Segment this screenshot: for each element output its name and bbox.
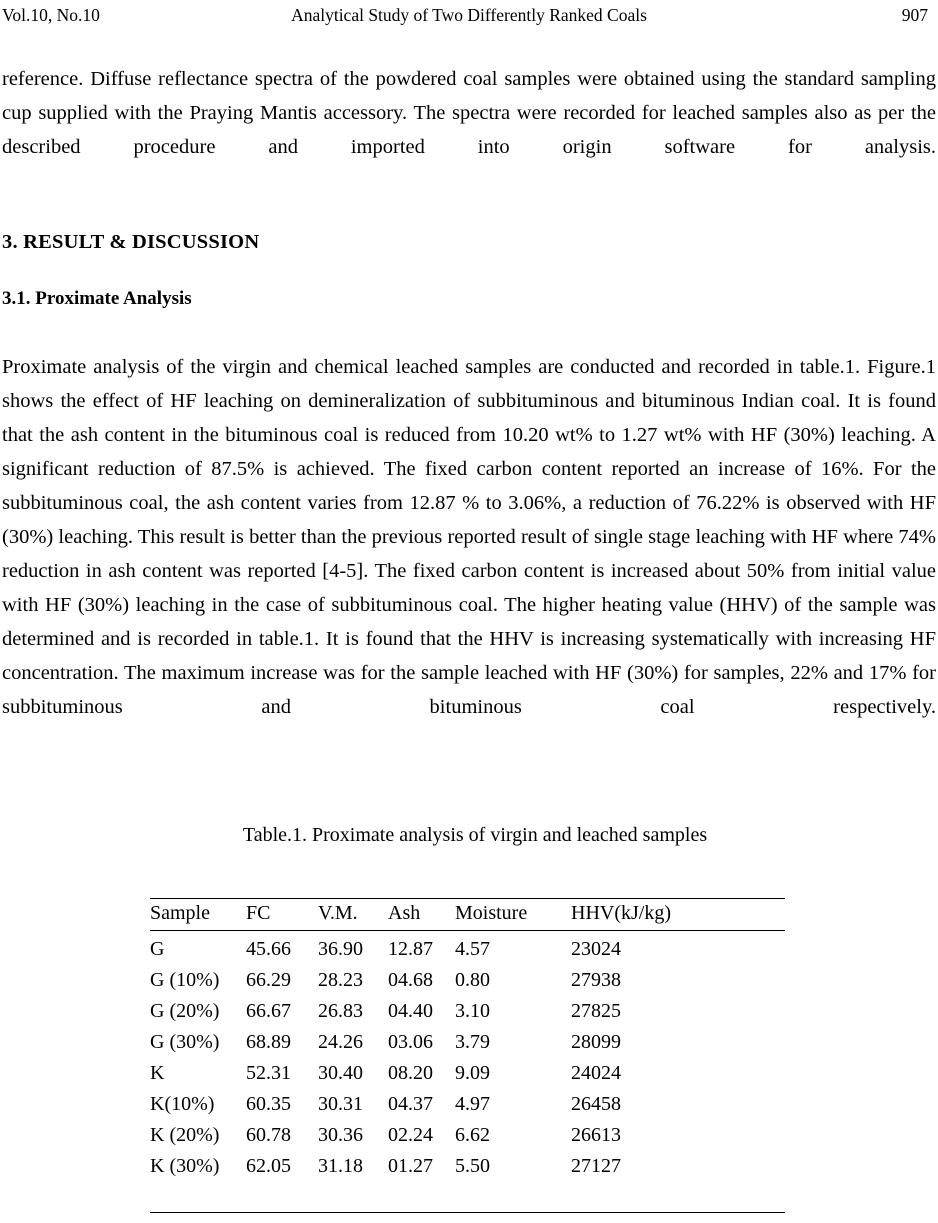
cell-vm: 30.31 [318,1093,363,1115]
cell-ash: 03.06 [388,1031,433,1053]
cell-sample: G (30%) [150,1031,220,1053]
cell-hhv: 26458 [571,1093,621,1115]
cell-vm: 26.83 [318,1000,363,1022]
table-header-row [150,899,785,931]
cell-fc: 52.31 [246,1062,291,1084]
cell-hhv: 27825 [571,1000,621,1022]
body-column [2,62,936,758]
table-header [150,899,785,931]
column-header-ash: Ash [388,899,455,931]
cell-sample: G [150,938,165,960]
cell-moisture: 0.80 [455,969,490,991]
cell-moisture: 9.09 [455,1062,490,1084]
cell-vm: 30.36 [318,1124,363,1146]
cell-fc: 45.66 [246,938,291,960]
subsection-heading-proximate-analysis: 3.1. Proximate Analysis [2,288,192,309]
table-row [150,1089,785,1120]
table-bottom-rule [150,1212,785,1213]
cell-ash: 08.20 [388,1062,433,1084]
running-head-title: Analytical Study of Two Differently Ranked Coals [291,5,647,25]
cell-hhv: 23024 [571,938,621,960]
paragraph-intro: reference. Diffuse reflectance spectra of the powdered coal samples were obtained using the standard sampling cup supplied with the Praying Mantis accessory. The spectra were recorded for leached samples also as per the described procedure and imported into origin software for analysis. [2,68,936,158]
cell-fc: 62.05 [246,1155,291,1177]
cell-moisture: 6.62 [455,1124,490,1146]
cell-moisture: 3.79 [455,1031,490,1053]
cell-ash: 04.68 [388,969,433,991]
cell-ash: 01.27 [388,1155,433,1177]
cell-sample: K [150,1062,165,1084]
cell-vm: 30.40 [318,1062,363,1084]
cell-vm: 31.18 [318,1155,363,1177]
cell-moisture: 4.97 [455,1093,490,1115]
section-heading-result-discussion: 3. RESULT & DISCUSSION [2,231,260,253]
table-wrapper [150,898,785,1182]
spacer [2,198,936,228]
cell-hhv: 26613 [571,1124,621,1146]
cell-hhv: 27127 [571,1155,621,1177]
cell-vm: 36.90 [318,938,363,960]
cell-sample: K (30%) [150,1155,220,1177]
table-row [150,965,785,996]
running-head [0,0,938,30]
column-header-moisture: Moisture [455,899,571,931]
column-header-sample: Sample [150,899,246,931]
cell-ash: 04.40 [388,1000,433,1022]
cell-fc: 60.78 [246,1124,291,1146]
table-row [150,1120,785,1151]
cell-ash: 02.24 [388,1124,433,1146]
spacer [2,256,936,286]
table-body [150,931,785,1183]
cell-hhv: 28099 [571,1031,621,1053]
cell-sample: G (20%) [150,1000,220,1022]
cell-vm: 28.23 [318,969,363,991]
cell-vm: 24.26 [318,1031,363,1053]
column-header-fc: FC [246,899,318,931]
table-row [150,1058,785,1089]
cell-ash: 12.87 [388,938,433,960]
cell-fc: 60.35 [246,1093,291,1115]
table-row [150,1027,785,1058]
table-block [0,820,938,1177]
spacer [2,312,936,350]
page-number: 907 [901,5,928,25]
cell-sample: K (20%) [150,1124,220,1146]
table-row [150,996,785,1027]
cell-fc: 66.29 [246,969,291,991]
table-row [150,1151,785,1182]
cell-moisture: 4.57 [455,938,490,960]
cell-sample: G (10%) [150,969,220,991]
cell-moisture: 3.10 [455,1000,490,1022]
column-header-vm: V.M. [318,899,388,931]
cell-hhv: 24024 [571,1062,621,1084]
table-caption: Table.1. Proximate analysis of virgin and leached samples [242,824,708,846]
running-head-volume: Vol.10, No.10 [2,5,100,25]
proximate-analysis-table [150,898,785,1182]
column-header-hhv: HHV(kJ/kg) [571,899,785,931]
paragraph-proximate-analysis: Proximate analysis of the virgin and chemical leached samples are conducted and recorded in table.1. Figure.1 shows the effect of HF leaching on demineralization of subbituminous and bituminous Indian coal. It is found that the ash content in the bituminous coal is reduced from 10.20 wt% to 1.27 wt% with HF (30%) leaching. A significant reduction of 87.5% is achieved. The fixed carbon content reported an increase of 16%. For the subbituminous coal, the ash content varies from 12.87 % to 3.06%, a reduction of 76.22% is observed with HF (30%) leaching. This result is better than the previous reported result of single stage leaching with HF where 74% reduction in ash content was reported [4-5]. The fixed carbon content is increased about 50% from initial value with HF (30%) leaching in the case of subbituminous coal. The higher heating value (HHV) of the sample was determined and is recorded in table.1. It is found that the HHV is increasing systematically with increasing HF concentration. The maximum increase was for the sample leached with HF (30%) for samples, 22% and 17% for subbituminous and bituminous coal respectively. [2,356,936,718]
cell-ash: 04.37 [388,1093,433,1115]
cell-hhv: 27938 [571,969,621,991]
cell-sample: K(10%) [150,1093,215,1115]
table-row [150,931,785,966]
cell-fc: 68.89 [246,1031,291,1053]
cell-moisture: 5.50 [455,1155,490,1177]
cell-fc: 66.67 [246,1000,291,1022]
